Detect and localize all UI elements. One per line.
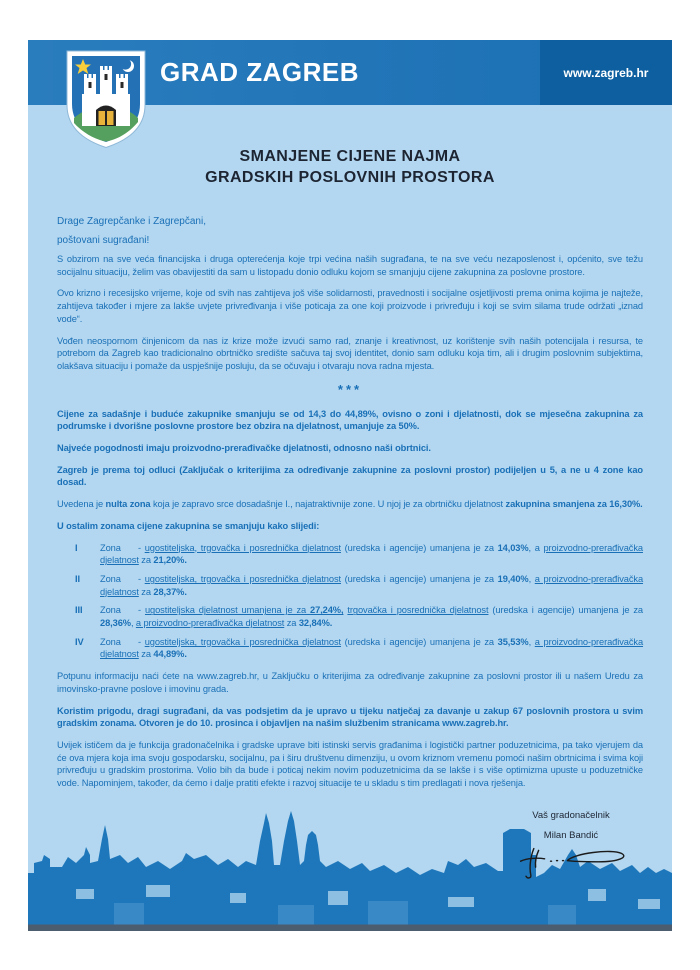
paragraph xyxy=(57,215,643,228)
text-segment: nulta zona xyxy=(105,499,151,510)
page-title-line1: SMANJENE CIJENE NAJMA xyxy=(239,148,461,165)
letter-page xyxy=(28,40,672,931)
text-segment: Potpunu informaciju naći ćete na www.zagreb.hr, u Zaključku o kriterijima za određivanje zakupnine za poslovni prostor ili u našem Uredu za imovinsko-pravne poslove i imovinu grada. xyxy=(57,671,643,694)
text-segment: 14,03% xyxy=(497,542,529,553)
paragraph xyxy=(57,442,643,455)
text-segment: 19,40% xyxy=(497,573,529,584)
zone-label: Zona xyxy=(100,605,121,616)
handwritten-signature xyxy=(511,843,631,883)
text-segment: Zagreb je prema toj odluci (Zaključak o kriterijima za određivanje zakupnine za poslovni prostor) podijeljen u 5, a ne u 4 zone kao dosad. xyxy=(57,464,643,488)
text-segment: za xyxy=(138,649,154,660)
zone-item xyxy=(57,542,643,567)
text-segment: poštovani sugrađani! xyxy=(57,235,150,246)
text-segment: , xyxy=(528,636,535,647)
document-body xyxy=(57,215,643,790)
zone-item xyxy=(57,573,643,598)
zone-dash: - xyxy=(138,636,145,647)
text-segment: S obzirom na sve veća financijska i druga opterećenja koje trpi većina naših sugrađana, te na sve veću nezaposlenost i, općenito, sve težu socijalnu situaciju, želim vas obavijestiti da sam u listopadu donio odluku kojom se smanjuju cijene zakupnina za poslovne prostore. xyxy=(57,254,643,277)
text-segment: Ovo krizno i recesijsko vrijeme, koje od svih nas zahtijeva još više solidarnosti, pravednosti i socijalne osjetljivosti prema onima kojima je najteže, zahtijeva također i mjere za lakše uvjete privređivanja i više poticaja za one koji proizvode i privređuju i koji se svim silama trude održati „iznad vode“. xyxy=(57,288,643,324)
text-segment: , a xyxy=(528,542,544,553)
zone-item xyxy=(57,636,643,661)
text-segment: koja je zapravo srce dosadašnje I., najatraktivnije zone. U njoj je za obrtničku djelatnost xyxy=(150,499,506,510)
brand-title: GRAD ZAGREB xyxy=(160,57,360,87)
zone-item xyxy=(57,604,643,629)
text-segment: proizvodno-prerađivačka djelatnost xyxy=(100,542,643,566)
paragraph xyxy=(57,408,643,433)
zone-dash: - xyxy=(138,605,145,616)
text-segment: za xyxy=(138,586,154,597)
text-segment: (uredska i agencije) umanjena je za xyxy=(488,605,644,616)
text-segment: za xyxy=(284,618,299,629)
paragraph xyxy=(57,464,643,489)
zone-dash: - xyxy=(138,542,145,553)
zone-numeral: II xyxy=(75,573,80,584)
page-title-line2: GRADSKIH POSLOVNIH PROSTORA xyxy=(205,169,495,186)
text-segment: Vođen neospornom činjenicom da nas iz krize može izvući samo rad, znanje i kreativnost, uz korištenje svih naših potencijala i resursa, te potrebom da Zagreb kao tradicionalno obrtničko središte sačuva taj svoj identitet, donio sam odluku koja tim, ali i drugim poslovnim subjektima, olakšava situaciju i pomaže da uspješnije posluju, da se očuvaju i otvaraju nova radna mjesta. xyxy=(57,335,643,371)
zone-label: Zona xyxy=(100,573,121,584)
paragraph xyxy=(57,520,643,533)
zone-numeral: III xyxy=(75,605,83,616)
signature-name: Milan Bandić xyxy=(543,830,599,841)
text-segment: 28,36% xyxy=(100,618,131,629)
zone-numeral: I xyxy=(75,542,78,553)
paragraph xyxy=(57,234,643,247)
paragraph xyxy=(57,335,643,373)
text-segment: 28,37%. xyxy=(153,586,187,597)
text-segment: (uredska i agencije) umanjena je za xyxy=(340,573,498,584)
text-segment: ugostiteljska djelatnost umanjena je za xyxy=(144,605,311,616)
page-title xyxy=(57,146,643,188)
signature-block xyxy=(496,810,646,888)
text-segment: , xyxy=(130,618,136,629)
zone-label: Zona xyxy=(100,542,121,553)
text-segment: 44,89%. xyxy=(153,649,187,660)
text-segment: (uredska i agencije) umanjena je za xyxy=(340,542,498,553)
paragraph xyxy=(57,498,643,511)
text-segment: 27,24%, xyxy=(310,605,344,616)
text-segment: (uredska i agencije) umanjena je za xyxy=(340,636,498,647)
text-segment: U ostalim zonama cijene zakupnina se smanjuju kako slijedi: xyxy=(57,520,320,531)
paragraph xyxy=(57,670,643,695)
zagreb-coat-of-arms xyxy=(66,50,146,148)
text-segment: Uvijek ističem da je funkcija gradonačelnika i gradske uprave biti istinski servis građanima i logistički partner poduzetnicima, pa tako vjerujem da će ova mjera koja ima svoju gospodarsku, socijalnu, pa i širu društvenu dimenziju, u ovom kriznom vremenu pomoći našim obrtnicima i svima koji privređuju u gradskim prostorima. Volio bih da bude i poticaj nekim novim poduzetnicima da se lakše i s više optimizma upuste u poduzetničke vode. Napominjem, također, da ćemo i dalje pratiti efekte i razvoj situacije te u skladu s tim predlagati i nova rješenja. xyxy=(57,739,643,789)
text-segment: zakupnina smanjena za 16,30%. xyxy=(505,499,643,510)
text-segment: Cijene za sadašnje i buduće zakupnike smanjuju se od 14,3 do 44,89%, ovisno o zoni i djelatnosti, dok se mjesečna zakupnina za podrumske i dvorišne poslovne prostore bez obzira na djelatnost, umanjuje za 50%. xyxy=(57,408,643,432)
text-segment: za xyxy=(138,555,154,566)
zone-numeral: IV xyxy=(75,636,84,647)
text-segment: ugostiteljska, trgovačka i posrednička djelatnost xyxy=(144,636,341,647)
text-segment: Uvedena je xyxy=(57,499,106,510)
text-segment: *** xyxy=(337,381,363,397)
zone-dash: - xyxy=(138,573,145,584)
paragraph xyxy=(57,382,643,397)
paragraph xyxy=(57,253,643,278)
paragraph xyxy=(57,287,643,325)
text-segment: a proizvodno-prerađivačka djelatnost xyxy=(100,573,644,597)
text-segment: Najveće pogodnosti imaju proizvodno-prerađivačke djelatnosti, odnosno naši obrtnici. xyxy=(57,443,431,454)
text-segment: 21,20%. xyxy=(153,555,187,566)
text-segment: a proizvodno-prerađivačka djelatnost xyxy=(135,618,285,629)
website-link[interactable]: www.zagreb.hr xyxy=(540,40,672,105)
paragraph xyxy=(57,739,643,790)
text-segment: ugostiteljska, trgovačka i posrednička djelatnost xyxy=(144,542,341,553)
text-segment: trgovačka i posrednička djelatnost xyxy=(347,605,489,616)
text-segment: Drage Zagrepčanke i Zagrepčani, xyxy=(57,216,206,227)
zone-label: Zona xyxy=(100,636,121,647)
paragraph xyxy=(57,705,643,730)
signature-role: Vaš gradonačelnik xyxy=(532,810,610,821)
text-segment: , xyxy=(528,573,535,584)
text-segment: 35,53% xyxy=(497,636,529,647)
document-body-wrapper xyxy=(28,105,672,931)
text-segment: 32,84%. xyxy=(298,618,333,629)
text-segment: Koristim prigodu, dragi sugrađani, da vas podsjetim da je upravo u tijeku natječaj za davanje u zakup 67 poslovnih prostora u svim gradskim zonama. Otvoren je do 10. prosinca i objavljen na našim službenim stranicama www.zagreb.hr. xyxy=(57,705,643,729)
text-segment: a proizvodno-prerađivačka djelatnost xyxy=(100,636,644,660)
text-segment: ugostiteljska, trgovačka i posrednička djelatnost xyxy=(144,573,341,584)
